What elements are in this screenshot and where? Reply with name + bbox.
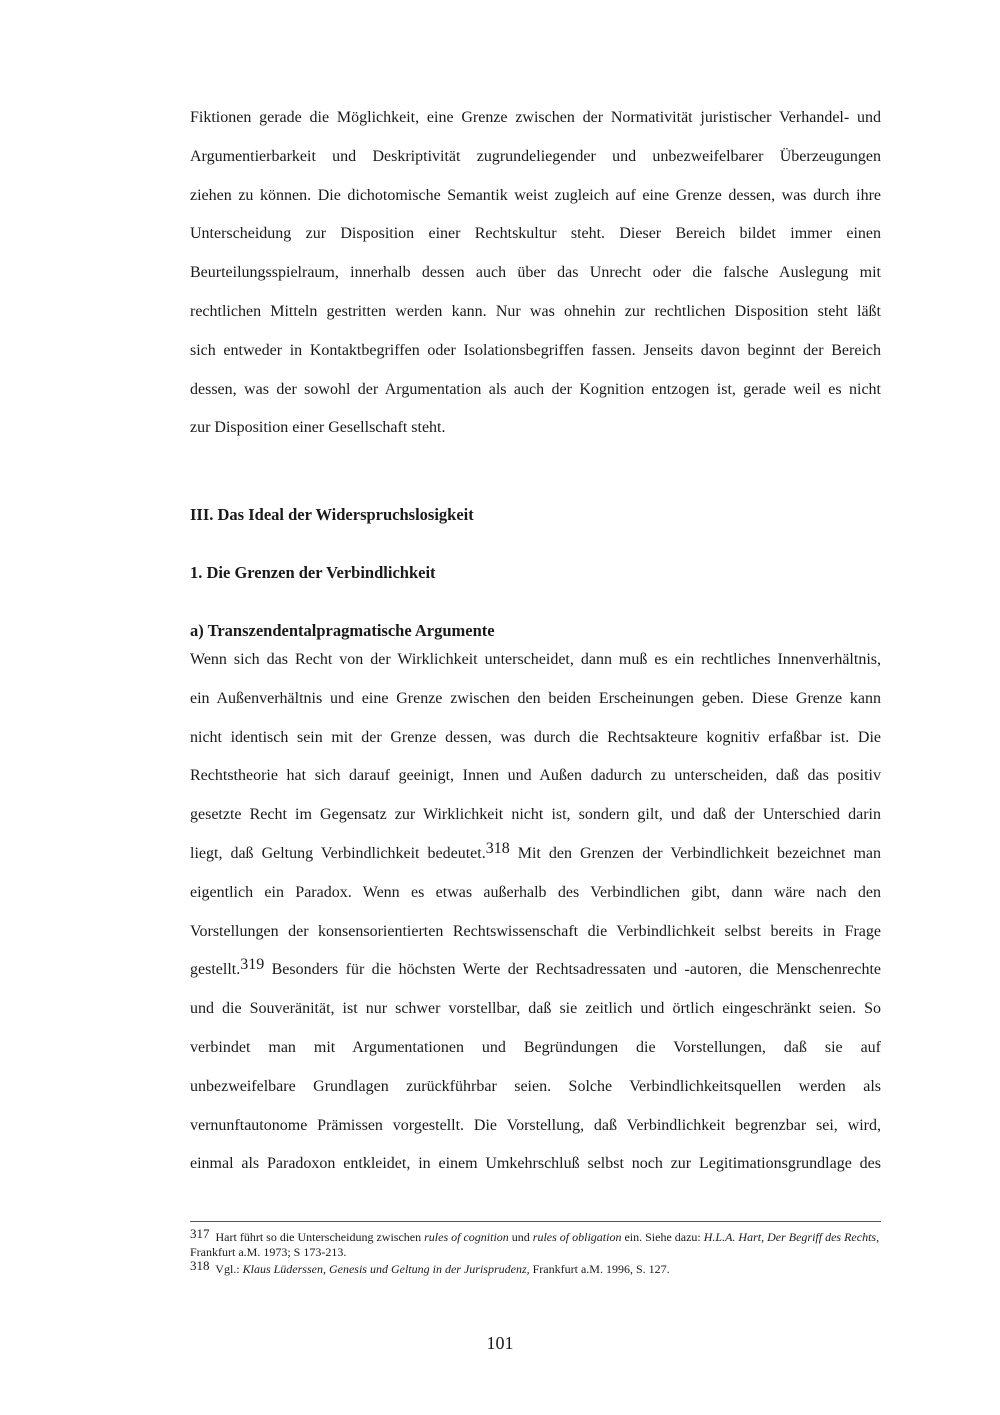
body-paragraph-1 bbox=[190, 109, 881, 458]
footnote-reference[interactable]: 319 bbox=[240, 956, 265, 974]
text-line: Argumentierbarkeit und Deskriptivität zugrundeliegender und unbezweifelbarer Überzeugungen bbox=[190, 147, 881, 165]
footnote-italic: rules of obligation bbox=[532, 1230, 622, 1244]
body-paragraph-2 bbox=[190, 651, 881, 1194]
text-line bbox=[190, 956, 881, 1000]
footnote-italic: rules of cognition bbox=[424, 1230, 509, 1244]
text-line: rechtlichen Mitteln gestritten werden kann. Nur was ohnehin zur rechtlichen Disposition steht läßt bbox=[190, 302, 881, 320]
text-line: dessen, was der sowohl der Argumentation als auch der Kognition entzogen ist, gerade weil es nicht bbox=[190, 380, 881, 398]
text-line: Wenn sich das Recht von der Wirklichkeit unterscheidet, dann muß es ein rechtliches Innenverhältnis, bbox=[190, 651, 881, 668]
footnote-number: 318 bbox=[190, 1258, 210, 1273]
text-line bbox=[190, 839, 881, 884]
text-segment: Mit den Grenzen der Verbindlichkeit bezeichnet man bbox=[509, 844, 881, 862]
subsubsection-heading: a) Transzendentalpragmatische Argumente bbox=[190, 621, 495, 640]
text-line: ziehen zu können. Die dichotomische Semantik weist zugleich auf eine Grenze dessen, was durch ihre bbox=[190, 186, 881, 204]
text-line: unbezweifelbare Grundlagen zurückführbar seien. Solche Verbindlichkeitsquellen werden als bbox=[190, 1077, 881, 1095]
subsection-heading: 1. Die Grenzen der Verbindlichkeit bbox=[190, 563, 436, 582]
footnote-318 bbox=[190, 1258, 881, 1277]
text-line: nicht identisch sein mit der Grenze dessen, was durch die Rechtsakteure kognitiv erfaßbar ist. Die bbox=[190, 728, 881, 746]
footnote-citation: Klaus Lüderssen, Genesis und Geltung in der Jurisprudenz, bbox=[242, 1262, 530, 1276]
text-line: Unterscheidung zur Disposition einer Rechtskultur steht. Dieser Bereich bildet immer einen bbox=[190, 225, 881, 243]
text-line: sich entweder in Kontaktbegriffen oder Isolationsbegriffen fassen. Jenseits davon beginnt der Bereich bbox=[190, 341, 881, 359]
text-line: verbindet man mit Argumentationen und Begründungen die Vorstellungen, daß sie auf bbox=[190, 1038, 881, 1056]
footnote-separator bbox=[190, 1221, 881, 1222]
footnote-reference[interactable]: 318 bbox=[485, 839, 510, 857]
text-segment: gestellt. bbox=[190, 961, 241, 979]
text-line: einmal als Paradoxon entkleidet, in einem Umkehrschluß selbst noch zur Legitimationsgrundlage des bbox=[190, 1155, 881, 1173]
footnote-text: Vgl.: bbox=[212, 1262, 243, 1276]
text-line: Vorstellungen der konsensorientierten Rechtswissenschaft die Verbindlichkeit selbst bereits in Frage bbox=[190, 922, 881, 940]
text-segment: Besonders für die höchsten Werte der Rechtsadressaten und -autoren, die Menschenrechte bbox=[264, 961, 881, 979]
section-heading: III. Das Ideal der Widerspruchslosigkeit bbox=[190, 505, 474, 524]
footnote-number: 317 bbox=[190, 1226, 210, 1241]
text-line: zur Disposition einer Gesellschaft steht. bbox=[190, 419, 446, 437]
text-line: Fiktionen gerade die Möglichkeit, eine Grenze zwischen der Normativität juristischer Verhandel- und bbox=[190, 109, 881, 126]
text-line: Beurteilungsspielraum, innerhalb dessen auch über das Unrecht oder die falsche Auslegung mit bbox=[190, 264, 881, 282]
text-line: ein Außenverhältnis und eine Grenze zwischen den beiden Erscheinungen geben. Diese Grenze kann bbox=[190, 689, 881, 707]
footnote-text: Frankfurt a.M. 1973; S 173-213. bbox=[190, 1245, 347, 1259]
footnote-317 bbox=[190, 1226, 881, 1260]
footnotes bbox=[190, 1226, 881, 1279]
text-segment: liegt, daß Geltung Verbindlichkeit bedeutet. bbox=[190, 844, 486, 862]
footnote-text: Frankfurt a.M. 1996, S. 127. bbox=[529, 1262, 670, 1276]
footnote-text: Hart führt so die Unterscheidung zwischen bbox=[212, 1230, 425, 1244]
text-line: und die Souveränität, ist nur schwer vorstellbar, daß sie zeitlich und örtlich eingeschränkt seien. So bbox=[190, 1000, 881, 1018]
page-number: 101 bbox=[486, 1333, 514, 1353]
text-line: gesetzte Recht im Gegensatz zur Wirklichkeit nicht ist, sondern gilt, und daß der Unterschied darin bbox=[190, 806, 881, 824]
footnote-citation: H.L.A. Hart, Der Begriff des Rechts, bbox=[703, 1230, 880, 1244]
text-line: Rechtstheorie hat sich darauf geeinigt, Innen und Außen dadurch zu unterscheiden, daß das positiv bbox=[190, 767, 881, 785]
text-line: vernunftautonome Prämissen vorgestellt. Die Vorstellung, daß Verbindlichkeit begrenzbar sei, wird, bbox=[190, 1116, 881, 1134]
footnote-text: und bbox=[508, 1230, 533, 1244]
text-line: eigentlich ein Paradox. Wenn es etwas außerhalb des Verbindlichen gibt, dann wäre nach den bbox=[190, 883, 881, 901]
footnote-text: ein. Siehe dazu: bbox=[621, 1230, 704, 1244]
